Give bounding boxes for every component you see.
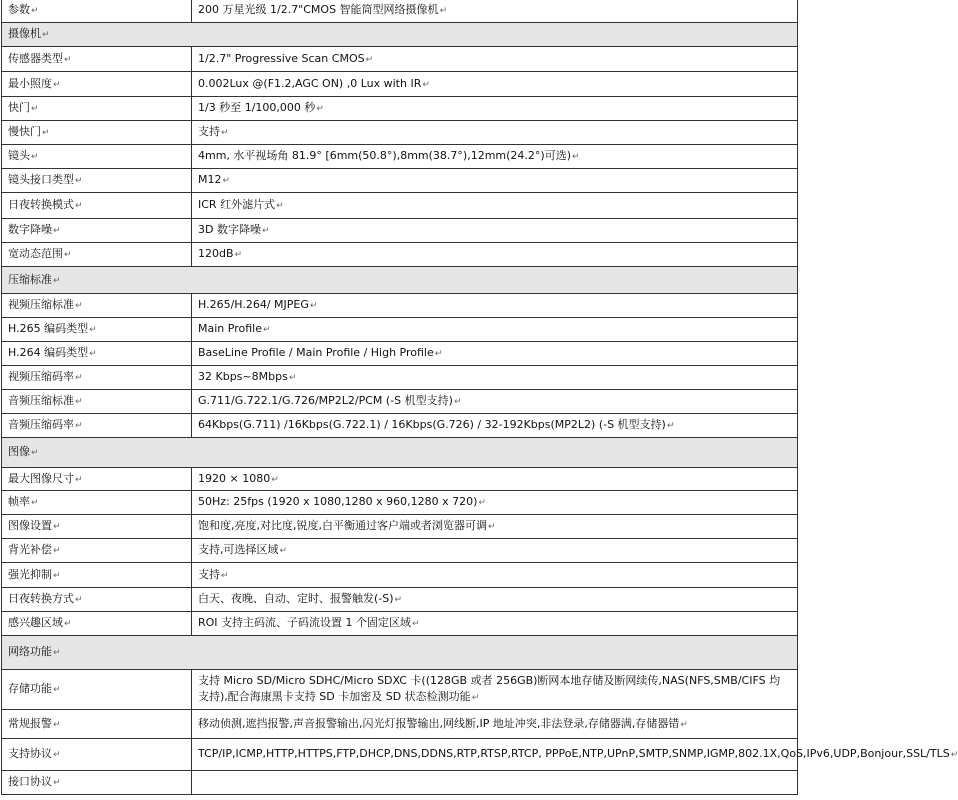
spec-row [2, 366, 798, 390]
spec-label: 日夜转换方式↵ [2, 588, 192, 612]
paragraph-mark-icon: ↵ [42, 30, 50, 40]
spec-label: H.264 编码类型↵ [2, 342, 192, 366]
paragraph-mark-icon: ↵ [75, 474, 83, 485]
spec-value: 50Hz: 25fps (1920 x 1080,1280 x 960,1280 x 720)↵ [192, 491, 798, 515]
spec-row [2, 342, 798, 366]
spec-row [2, 612, 798, 636]
spec-label: 最小照度↵ [2, 72, 192, 97]
spec-label: 强光抑制↵ [2, 563, 192, 588]
spec-value: H.265/H.264/ MJPEG↵ [192, 294, 798, 318]
section-header-row [2, 438, 798, 468]
spec-label: 感兴趣区域↵ [2, 612, 192, 636]
spec-label: H.265 编码类型↵ [2, 318, 192, 342]
spec-value: 0.002Lux @(F1.2,AGC ON) ,0 Lux with IR↵ [192, 72, 798, 97]
paragraph-mark-icon: ↵ [31, 104, 39, 114]
section-header-row [2, 23, 798, 47]
spec-value: ROI 支持主码流、子码流设置 1 个固定区域↵ [192, 612, 798, 636]
spec-value: 3D 数字降噪↵ [192, 219, 798, 243]
spec-table [1, 0, 958, 795]
spec-label: 慢快门↵ [2, 121, 192, 145]
paragraph-mark-icon: ↵ [31, 448, 39, 458]
spec-label: 参数↵ [2, 0, 192, 23]
paragraph-mark-icon: ↵ [950, 750, 958, 760]
paragraph-mark-icon: ↵ [31, 152, 39, 162]
paragraph-mark-icon: ↵ [64, 54, 72, 65]
paragraph-mark-icon: ↵ [53, 79, 61, 90]
spec-label: 最大图像尺寸↵ [2, 468, 192, 491]
section-title: 摄像机↵ [2, 23, 798, 47]
section-title: 网络功能↵ [2, 636, 798, 670]
spec-label: 数字降噪↵ [2, 219, 192, 243]
spec-row [2, 491, 798, 515]
spec-label: 音频压缩标准↵ [2, 390, 192, 414]
paragraph-mark-icon: ↵ [75, 595, 83, 605]
paragraph-mark-icon: ↵ [75, 301, 83, 311]
paragraph-mark-icon: ↵ [222, 176, 231, 186]
spec-value: 32 Kbps~8Mbps↵ [192, 366, 798, 390]
paragraph-mark-icon: ↵ [53, 719, 61, 730]
paragraph-mark-icon: ↵ [394, 595, 403, 605]
paragraph-mark-icon: ↵ [453, 397, 462, 407]
paragraph-mark-icon: ↵ [64, 619, 72, 629]
spec-row [2, 219, 798, 243]
section-header-row [2, 636, 798, 670]
paragraph-mark-icon: ↵ [89, 349, 97, 359]
paragraph-mark-icon: ↵ [680, 719, 688, 730]
spec-value: 支持↵ [192, 563, 798, 588]
spec-label: 接口协议↵ [2, 771, 192, 795]
paragraph-mark-icon: ↵ [262, 325, 271, 335]
spec-value: BaseLine Profile / Main Profile / High Profile↵ [192, 342, 798, 366]
paragraph-mark-icon: ↵ [221, 128, 229, 138]
paragraph-mark-icon: ↵ [276, 201, 284, 211]
paragraph-mark-icon: ↵ [53, 750, 61, 760]
spec-row [2, 318, 798, 342]
spec-row [2, 771, 798, 795]
spec-label: 宽动态范围↵ [2, 243, 192, 267]
paragraph-mark-icon: ↵ [31, 6, 39, 16]
spec-value: 1/2.7" Progressive Scan CMOS↵ [192, 47, 798, 72]
spec-row [2, 169, 798, 193]
spec-row [2, 739, 798, 771]
spec-value: 1920 × 1080↵ [192, 468, 798, 491]
spec-label: 常规报警↵ [2, 710, 192, 739]
spec-value: 64Kbps(G.711) /16Kbps(G.722.1) / 16Kbps(G.726) / 32-192Kbps(MP2L2) (-S 机型支持)↵ [192, 414, 798, 438]
spec-label: 传感器类型↵ [2, 47, 192, 72]
spec-label: 镜头接口类型↵ [2, 169, 192, 193]
spec-label: 图像设置↵ [2, 515, 192, 539]
paragraph-mark-icon: ↵ [75, 176, 83, 186]
spec-row [2, 145, 798, 169]
paragraph-mark-icon: ↵ [31, 498, 39, 508]
spec-label: 背光补偿↵ [2, 539, 192, 563]
paragraph-mark-icon: ↵ [412, 619, 420, 629]
paragraph-mark-icon: ↵ [439, 6, 448, 16]
spec-row [2, 468, 798, 491]
paragraph-mark-icon: ↵ [279, 546, 288, 556]
spec-value: 4mm, 水平视场角 81.9° [6mm(50.8°),8mm(38.7°),12mm(24.2°)可选)↵ [192, 145, 798, 169]
spec-label: 帧率↵ [2, 491, 192, 515]
spec-value: 1/3 秒至 1/100,000 秒↵ [192, 97, 798, 121]
paragraph-mark-icon: ↵ [53, 275, 61, 286]
paragraph-mark-icon: ↵ [221, 570, 229, 581]
section-header-row [2, 267, 798, 294]
spec-row [2, 414, 798, 438]
spec-row [2, 294, 798, 318]
spec-row [2, 390, 798, 414]
spec-value: G.711/G.722.1/G.726/MP2L2/PCM (-S 机型支持)↵ [192, 390, 798, 414]
paragraph-mark-icon: ↵ [53, 648, 61, 658]
paragraph-mark-icon: ↵ [53, 685, 61, 695]
paragraph-mark-icon: ↵ [309, 301, 318, 311]
spec-value: 120dB↵ [192, 243, 798, 267]
spec-row [2, 0, 798, 23]
paragraph-mark-icon: ↵ [234, 250, 243, 260]
spec-row [2, 588, 798, 612]
spec-label: 存储功能↵ [2, 670, 192, 710]
spec-value: 200 万星光级 1/2.7"CMOS 智能筒型网络摄像机↵ [192, 0, 798, 23]
paragraph-mark-icon: ↵ [42, 128, 50, 138]
paragraph-mark-icon: ↵ [365, 54, 374, 65]
paragraph-mark-icon: ↵ [271, 474, 279, 485]
spec-value: 饱和度,亮度,对比度,锐度,白平衡通过客户端或者浏览器可调↵ [192, 515, 798, 539]
paragraph-mark-icon: ↵ [75, 201, 83, 211]
paragraph-mark-icon: ↵ [53, 778, 61, 788]
spec-value: Main Profile↵ [192, 318, 798, 342]
spec-row [2, 121, 798, 145]
spec-value: 支持,可选择区域↵ [192, 539, 798, 563]
paragraph-mark-icon: ↵ [75, 421, 83, 431]
paragraph-mark-icon: ↵ [478, 498, 486, 508]
paragraph-mark-icon: ↵ [75, 397, 83, 407]
spec-label: 快门↵ [2, 97, 192, 121]
spec-value [192, 771, 798, 795]
paragraph-mark-icon: ↵ [288, 373, 297, 383]
paragraph-mark-icon: ↵ [89, 325, 97, 335]
section-title: 图像↵ [2, 438, 798, 468]
spec-row [2, 47, 798, 72]
spec-row [2, 563, 798, 588]
spec-label: 视频压缩标准↵ [2, 294, 192, 318]
spec-value: 移动侦测,遮挡报警,声音报警输出,闪光灯报警输出,网线断,IP 地址冲突,非法登录,存储器满,存储器错↵ [192, 710, 798, 739]
paragraph-mark-icon: ↵ [422, 79, 430, 90]
spec-value: M12↵ [192, 169, 798, 193]
paragraph-mark-icon: ↵ [53, 570, 61, 581]
paragraph-mark-icon: ↵ [53, 522, 61, 532]
spec-row [2, 243, 798, 267]
spec-row [2, 72, 798, 97]
paragraph-mark-icon: ↵ [53, 226, 61, 236]
spec-label: 音频压缩码率↵ [2, 414, 192, 438]
paragraph-mark-icon: ↵ [666, 421, 675, 431]
paragraph-mark-icon: ↵ [316, 104, 324, 114]
spec-label: 支持协议↵ [2, 739, 192, 771]
spec-value: TCP/IP,ICMP,HTTP,HTTPS,FTP,DHCP,DNS,DDNS,RTP,RTSP,RTCP, PPPoE,NTP,UPnP,SMTP,SNMP,IGMP,802.1X,QoS,IPv6,UDP,Bonjour,SSL/TLS↵ [192, 739, 798, 771]
spec-value: 支持 Micro SD/Micro SDHC/Micro SDXC 卡((128GB 或者 256GB)断网本地存储及断网续传,NAS(NFS,SMB/CIFS 均支持),配合海康黑卡支持 SD 卡加密及 SD 状态检测功能↵ [192, 670, 798, 710]
spec-value: 白天、夜晚、自动、定时、报警触发(-S)↵ [192, 588, 798, 612]
paragraph-mark-icon: ↵ [488, 522, 496, 532]
spec-row [2, 539, 798, 563]
paragraph-mark-icon: ↵ [261, 226, 270, 236]
spec-row [2, 710, 798, 739]
spec-label: 视频压缩码率↵ [2, 366, 192, 390]
paragraph-mark-icon: ↵ [64, 250, 72, 260]
spec-row [2, 97, 798, 121]
paragraph-mark-icon: ↵ [53, 546, 61, 556]
spec-label: 日夜转换模式↵ [2, 193, 192, 219]
spec-row [2, 670, 798, 710]
section-title: 压缩标准↵ [2, 267, 798, 294]
paragraph-mark-icon: ↵ [471, 693, 480, 703]
spec-row [2, 515, 798, 539]
spec-value: ICR 红外滤片式↵ [192, 193, 798, 219]
paragraph-mark-icon: ↵ [434, 349, 443, 359]
paragraph-mark-icon: ↵ [75, 373, 83, 383]
spec-label: 镜头↵ [2, 145, 192, 169]
spec-row [2, 193, 798, 219]
paragraph-mark-icon: ↵ [572, 152, 580, 162]
spec-value: 支持↵ [192, 121, 798, 145]
